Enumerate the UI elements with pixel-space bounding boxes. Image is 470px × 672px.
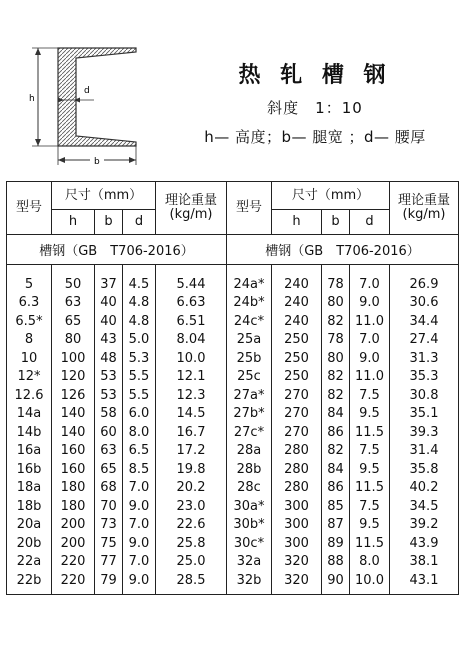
table-cell: 8 [7, 331, 52, 350]
table-cell: 20a [7, 516, 52, 535]
table-cell: 32b [227, 571, 272, 594]
h-label: h [29, 94, 35, 104]
table-cell: 11.0 [350, 312, 390, 331]
table-cell: 25.0 [156, 553, 227, 572]
table-cell: 24c* [227, 312, 272, 331]
table-row [7, 479, 459, 498]
table-cell: 85 [322, 497, 350, 516]
table-cell: 34.5 [390, 497, 459, 516]
table-cell: 38.1 [390, 553, 459, 572]
table-row [7, 265, 459, 294]
d-label: d [84, 86, 90, 96]
table-cell: 87 [322, 516, 350, 535]
table-cell: 270 [272, 423, 322, 442]
table-cell: 27c* [227, 423, 272, 442]
table-cell: 25.8 [156, 534, 227, 553]
table-cell: 26.9 [390, 265, 459, 294]
col-header-h-left: h [52, 210, 95, 235]
table-cell: 12* [7, 368, 52, 387]
table-cell: 120 [52, 368, 95, 387]
table-cell: 12.6 [7, 386, 52, 405]
table-cell: 63 [52, 294, 95, 313]
table-cell: 16.7 [156, 423, 227, 442]
dimension-legend: h— 高度；b— 腿宽 ；d— 腰厚 [204, 128, 426, 146]
table-cell: 140 [52, 423, 95, 442]
table-cell: 270 [272, 405, 322, 424]
table-cell: 280 [272, 460, 322, 479]
col-header-d-left: d [123, 210, 156, 235]
table-cell: 240 [272, 312, 322, 331]
table-cell: 220 [52, 553, 95, 572]
table-cell: 89 [322, 534, 350, 553]
table-cell: 12.1 [156, 368, 227, 387]
table-cell: 30b* [227, 516, 272, 535]
table-cell: 4.5 [123, 265, 156, 294]
table-cell: 24b* [227, 294, 272, 313]
table-cell: 5.3 [123, 349, 156, 368]
table-cell: 73 [95, 516, 123, 535]
table-cell: 28c [227, 479, 272, 498]
table-cell: 14b [7, 423, 52, 442]
table-row [7, 534, 459, 553]
col-header-size-right: 尺寸（mm） [272, 182, 390, 210]
table-cell: 18a [7, 479, 52, 498]
table-cell: 320 [272, 553, 322, 572]
table-cell: 9.0 [123, 497, 156, 516]
table-cell: 240 [272, 265, 322, 294]
table-cell: 77 [95, 553, 123, 572]
b-arrow-left [58, 157, 65, 163]
table-row [7, 423, 459, 442]
table-row [7, 349, 459, 368]
table-cell: 78 [322, 265, 350, 294]
table-cell: 80 [322, 349, 350, 368]
table-cell: 31.3 [390, 349, 459, 368]
col-header-weight-right: 理论重量(kg/m) [390, 182, 459, 235]
table-cell: 30.8 [390, 386, 459, 405]
title-block [190, 58, 440, 118]
table-cell: 160 [52, 460, 95, 479]
table-cell: 8.0 [350, 553, 390, 572]
table-cell: 25c [227, 368, 272, 387]
table-cell: 35.3 [390, 368, 459, 387]
table-cell: 10.0 [350, 571, 390, 594]
table-cell: 9.5 [350, 405, 390, 424]
table-cell: 5 [7, 265, 52, 294]
table-row [7, 442, 459, 461]
table-cell: 280 [272, 479, 322, 498]
table-cell: 7.0 [123, 516, 156, 535]
table-cell: 27b* [227, 405, 272, 424]
table-cell: 22a [7, 553, 52, 572]
table-cell: 14a [7, 405, 52, 424]
table-cell: 7.5 [350, 497, 390, 516]
table-cell: 27a* [227, 386, 272, 405]
table-cell: 27.4 [390, 331, 459, 350]
table-cell: 6.0 [123, 405, 156, 424]
table-cell: 100 [52, 349, 95, 368]
table-cell: 200 [52, 516, 95, 535]
table-cell: 28b [227, 460, 272, 479]
table-cell: 320 [272, 571, 322, 594]
table-cell: 12.3 [156, 386, 227, 405]
table-cell: 63 [95, 442, 123, 461]
table-cell: 7.5 [350, 386, 390, 405]
table-cell: 84 [322, 460, 350, 479]
col-header-model-right: 型号 [227, 182, 272, 235]
col-header-size-left: 尺寸（mm） [52, 182, 156, 210]
table-cell: 30c* [227, 534, 272, 553]
table-cell: 6.63 [156, 294, 227, 313]
table-cell: 39.3 [390, 423, 459, 442]
table-cell: 80 [52, 331, 95, 350]
table-cell: 70 [95, 497, 123, 516]
table-cell: 9.0 [350, 294, 390, 313]
table-cell: 126 [52, 386, 95, 405]
table-cell: 58 [95, 405, 123, 424]
table-cell: 300 [272, 534, 322, 553]
table-cell: 9.5 [350, 460, 390, 479]
table-cell: 9.5 [350, 516, 390, 535]
table-cell: 240 [272, 294, 322, 313]
table-cell: 37 [95, 265, 123, 294]
table-row [7, 571, 459, 594]
col-header-b-left: b [95, 210, 123, 235]
table-row [7, 516, 459, 535]
table-cell: 32a [227, 553, 272, 572]
table-cell: 7.0 [350, 331, 390, 350]
table-cell: 5.5 [123, 368, 156, 387]
standard-label-right: 槽钢（GB T706-2016） [227, 235, 459, 265]
table-cell: 160 [52, 442, 95, 461]
table-cell: 60 [95, 423, 123, 442]
table-cell: 40 [95, 312, 123, 331]
table-cell: 8.04 [156, 331, 227, 350]
table-cell: 68 [95, 479, 123, 498]
table-cell: 23.0 [156, 497, 227, 516]
table-cell: 17.2 [156, 442, 227, 461]
table-cell: 88 [322, 553, 350, 572]
table-cell: 8.5 [123, 460, 156, 479]
col-header-d-right: d [350, 210, 390, 235]
table-cell: 5.44 [156, 265, 227, 294]
table-cell: 82 [322, 312, 350, 331]
table-cell: 30.6 [390, 294, 459, 313]
table-row [7, 553, 459, 572]
col-header-b-right: b [322, 210, 350, 235]
table-cell: 24a* [227, 265, 272, 294]
table-cell: 180 [52, 497, 95, 516]
table-cell: 5.0 [123, 331, 156, 350]
table-cell: 7.0 [123, 553, 156, 572]
channel-section-diagram [18, 38, 158, 168]
table-cell: 7.0 [350, 265, 390, 294]
standard-label-left: 槽钢（GB T706-2016） [7, 235, 227, 265]
table-cell: 25b [227, 349, 272, 368]
table-row [7, 405, 459, 424]
table-cell: 200 [52, 534, 95, 553]
table-cell: 9.0 [123, 534, 156, 553]
table-cell: 250 [272, 368, 322, 387]
table-cell: 82 [322, 442, 350, 461]
table-cell: 6.5 [123, 442, 156, 461]
col-header-model-left: 型号 [7, 182, 52, 235]
table-cell: 86 [322, 479, 350, 498]
table-cell: 86 [322, 423, 350, 442]
h-arrow-bottom [35, 139, 41, 146]
table-cell: 75 [95, 534, 123, 553]
table-cell: 40.2 [390, 479, 459, 498]
table-cell: 7.5 [350, 442, 390, 461]
table-cell: 16a [7, 442, 52, 461]
table-cell: 300 [272, 497, 322, 516]
table-cell: 10 [7, 349, 52, 368]
table-cell: 11.5 [350, 534, 390, 553]
table-cell: 250 [272, 331, 322, 350]
h-arrow-top [35, 48, 41, 55]
b-label: b [94, 157, 100, 167]
slope-note: 斜度 1：10 [267, 99, 363, 117]
table-cell: 43.9 [390, 534, 459, 553]
table-cell: 11.5 [350, 479, 390, 498]
table-cell: 43.1 [390, 571, 459, 594]
table-cell: 14.5 [156, 405, 227, 424]
table-cell: 280 [272, 442, 322, 461]
table-cell: 10.0 [156, 349, 227, 368]
b-arrow-right [129, 157, 136, 163]
channel-steel-spec-table [6, 181, 459, 595]
table-cell: 78 [322, 331, 350, 350]
table-cell: 6.51 [156, 312, 227, 331]
table-cell: 11.5 [350, 423, 390, 442]
table-cell: 5.5 [123, 386, 156, 405]
table-cell: 4.8 [123, 294, 156, 313]
col-header-weight-left: 理论重量(kg/m) [156, 182, 227, 235]
table-cell: 53 [95, 386, 123, 405]
table-cell: 28.5 [156, 571, 227, 594]
col-header-h-right: h [272, 210, 322, 235]
table-cell: 9.0 [123, 571, 156, 594]
table-cell: 22b [7, 571, 52, 594]
table-cell: 180 [52, 479, 95, 498]
table-cell: 7.0 [123, 479, 156, 498]
table-cell: 140 [52, 405, 95, 424]
table-cell: 20b [7, 534, 52, 553]
page-title: 热 轧 槽 钢 [238, 63, 392, 88]
table-cell: 53 [95, 368, 123, 387]
table-cell: 16b [7, 460, 52, 479]
table-cell: 270 [272, 386, 322, 405]
table-cell: 90 [322, 571, 350, 594]
table-cell: 82 [322, 368, 350, 387]
table-row [7, 497, 459, 516]
table-cell: 84 [322, 405, 350, 424]
table-cell: 65 [52, 312, 95, 331]
table-row [7, 312, 459, 331]
table-cell: 80 [322, 294, 350, 313]
table-cell: 43 [95, 331, 123, 350]
table-cell: 35.8 [390, 460, 459, 479]
table-cell: 8.0 [123, 423, 156, 442]
table-cell: 20.2 [156, 479, 227, 498]
table-cell: 65 [95, 460, 123, 479]
table-cell: 35.1 [390, 405, 459, 424]
table-row [7, 294, 459, 313]
table-cell: 18b [7, 497, 52, 516]
table-cell: 82 [322, 386, 350, 405]
table-cell: 25a [227, 331, 272, 350]
channel-profile [58, 48, 136, 146]
table-cell: 19.8 [156, 460, 227, 479]
table-row [7, 331, 459, 350]
table-cell: 34.4 [390, 312, 459, 331]
table-cell: 50 [52, 265, 95, 294]
table-cell: 9.0 [350, 349, 390, 368]
table-row [7, 368, 459, 387]
table-cell: 250 [272, 349, 322, 368]
table-cell: 11.0 [350, 368, 390, 387]
table-cell: 4.8 [123, 312, 156, 331]
table-cell: 39.2 [390, 516, 459, 535]
table-row [7, 460, 459, 479]
table-cell: 31.4 [390, 442, 459, 461]
table-cell: 28a [227, 442, 272, 461]
table-cell: 22.6 [156, 516, 227, 535]
table-cell: 6.5* [7, 312, 52, 331]
table-cell: 6.3 [7, 294, 52, 313]
table-cell: 40 [95, 294, 123, 313]
table-cell: 220 [52, 571, 95, 594]
table-cell: 300 [272, 516, 322, 535]
table-row [7, 386, 459, 405]
table-cell: 48 [95, 349, 123, 368]
table-cell: 79 [95, 571, 123, 594]
table-cell: 30a* [227, 497, 272, 516]
